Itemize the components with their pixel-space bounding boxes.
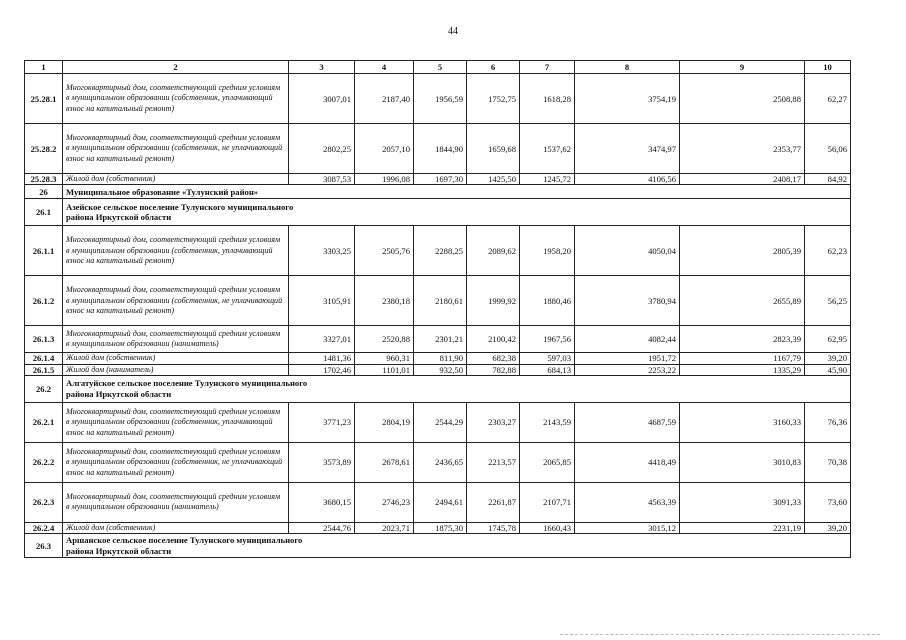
value-cell: 3007,01 xyxy=(289,74,355,124)
value-cell: 1245,72 xyxy=(520,174,575,185)
value-cell: 2746,23 xyxy=(355,482,414,522)
value-cell: 3573,89 xyxy=(289,442,355,482)
table-row xyxy=(25,442,851,482)
value-cell: 2494,61 xyxy=(414,482,467,522)
value-cell: 39,20 xyxy=(805,353,851,364)
value-cell: 3327,01 xyxy=(289,326,355,353)
section-row xyxy=(25,185,851,199)
value-cell: 3303,25 xyxy=(289,226,355,276)
page-edge-marks xyxy=(560,634,880,636)
value-cell: 2544,29 xyxy=(414,402,467,442)
page-number: 44 xyxy=(448,26,458,37)
section-row xyxy=(25,375,851,402)
value-cell: 2107,71 xyxy=(520,482,575,522)
value-cell: 932,50 xyxy=(414,364,467,375)
value-cell: 2100,42 xyxy=(467,326,520,353)
value-cell: 2231,19 xyxy=(680,522,805,533)
row-description: Многоквартирный дом, соответствующий средним условиям в муниципальном образовании (наниматель) xyxy=(63,326,289,353)
value-cell: 1702,46 xyxy=(289,364,355,375)
value-cell: 1844,90 xyxy=(414,124,467,174)
value-cell: 56,06 xyxy=(805,124,851,174)
value-cell: 3771,23 xyxy=(289,402,355,442)
value-cell: 2023,71 xyxy=(355,522,414,533)
value-cell: 1481,36 xyxy=(289,353,355,364)
header-cell: 10 xyxy=(805,61,851,74)
table-row xyxy=(25,522,851,533)
row-code: 25.28.3 xyxy=(25,174,63,185)
row-code: 26.2.3 xyxy=(25,482,63,522)
value-cell: 2655,89 xyxy=(680,276,805,326)
header-cell: 4 xyxy=(355,61,414,74)
value-cell: 1537,62 xyxy=(520,124,575,174)
value-cell: 3474,97 xyxy=(575,124,680,174)
row-code: 26 xyxy=(25,185,63,199)
value-cell: 84,92 xyxy=(805,174,851,185)
value-cell: 2804,19 xyxy=(355,402,414,442)
value-cell: 811,90 xyxy=(414,353,467,364)
value-cell: 1880,46 xyxy=(520,276,575,326)
value-cell: 3015,12 xyxy=(575,522,680,533)
table-row xyxy=(25,326,851,353)
value-cell: 2544,76 xyxy=(289,522,355,533)
value-cell: 1956,59 xyxy=(414,74,467,124)
value-cell: 2057,10 xyxy=(355,124,414,174)
value-cell: 2301,21 xyxy=(414,326,467,353)
value-cell: 1967,56 xyxy=(520,326,575,353)
value-cell: 1167,79 xyxy=(680,353,805,364)
row-code: 25.28.1 xyxy=(25,74,63,124)
header-cell: 7 xyxy=(520,61,575,74)
value-cell: 782,88 xyxy=(467,364,520,375)
value-cell: 3754,19 xyxy=(575,74,680,124)
row-code: 26.1.4 xyxy=(25,353,63,364)
value-cell: 2408,17 xyxy=(680,174,805,185)
value-cell: 2143,59 xyxy=(520,402,575,442)
row-code: 26.1.2 xyxy=(25,276,63,326)
value-cell: 2213,57 xyxy=(467,442,520,482)
value-cell: 2805,39 xyxy=(680,226,805,276)
value-cell: 2065,85 xyxy=(520,442,575,482)
row-code: 26.1.5 xyxy=(25,364,63,375)
row-code: 26.2.2 xyxy=(25,442,63,482)
value-cell: 62,27 xyxy=(805,74,851,124)
header-cell: 9 xyxy=(680,61,805,74)
row-code: 26.1 xyxy=(25,199,63,226)
value-cell: 684,13 xyxy=(520,364,575,375)
value-cell: 3680,15 xyxy=(289,482,355,522)
fee-table xyxy=(24,60,851,558)
value-cell: 2261,87 xyxy=(467,482,520,522)
row-description: Многоквартирный дом, соответствующий средним условиям в муниципальном образовании (собственник, уплачивающий взнос на капитальный ремонт) xyxy=(63,402,289,442)
value-cell: 2802,25 xyxy=(289,124,355,174)
value-cell: 3091,33 xyxy=(680,482,805,522)
value-cell: 56,25 xyxy=(805,276,851,326)
table-row xyxy=(25,174,851,185)
header-row xyxy=(25,61,851,74)
value-cell: 1951,72 xyxy=(575,353,680,364)
value-cell: 3010,83 xyxy=(680,442,805,482)
value-cell: 2089,62 xyxy=(467,226,520,276)
row-code: 26.2.4 xyxy=(25,522,63,533)
row-description: Многоквартирный дом, соответствующий средним условиям в муниципальном образовании (собственник, не уплачивающий взнос на капитальный ремонт) xyxy=(63,276,289,326)
value-cell: 1618,28 xyxy=(520,74,575,124)
value-cell: 1999,92 xyxy=(467,276,520,326)
header-cell: 1 xyxy=(25,61,63,74)
row-code: 25.28.2 xyxy=(25,124,63,174)
header-cell: 6 xyxy=(467,61,520,74)
row-description: Многоквартирный дом, соответствующий средним условиям в муниципальном образовании (наниматель) xyxy=(63,482,289,522)
row-description: Многоквартирный дом, соответствующий средним условиям в муниципальном образовании (собственник, уплачивающий взнос на капитальный ремонт) xyxy=(63,74,289,124)
row-code: 26.2.1 xyxy=(25,402,63,442)
value-cell: 70,38 xyxy=(805,442,851,482)
value-cell: 3087,53 xyxy=(289,174,355,185)
table-body xyxy=(25,61,851,558)
value-cell: 1697,30 xyxy=(414,174,467,185)
row-code: 26.3 xyxy=(25,534,63,558)
value-cell: 1335,29 xyxy=(680,364,805,375)
value-cell: 2823,39 xyxy=(680,326,805,353)
table-row xyxy=(25,74,851,124)
header-cell: 8 xyxy=(575,61,680,74)
row-description: Многоквартирный дом, соответствующий средним условиям в муниципальном образовании (собственник, не уплачивающий взнос на капитальный ремонт) xyxy=(63,442,289,482)
row-description: Жилой дом (собственник) xyxy=(63,522,289,533)
value-cell: 1875,30 xyxy=(414,522,467,533)
table-row xyxy=(25,482,851,522)
value-cell: 2436,65 xyxy=(414,442,467,482)
section-title: Аршанское сельское поселение Тулунского муниципального района Иркутской области xyxy=(63,534,851,558)
row-description: Жилой дом (собственник) xyxy=(63,174,289,185)
value-cell: 2380,18 xyxy=(355,276,414,326)
value-cell: 3780,94 xyxy=(575,276,680,326)
value-cell: 960,31 xyxy=(355,353,414,364)
value-cell: 1660,43 xyxy=(520,522,575,533)
table-row xyxy=(25,364,851,375)
value-cell: 45,90 xyxy=(805,364,851,375)
row-description: Многоквартирный дом, соответствующий средним условиям в муниципальном образовании (собственник, не уплачивающий взнос на капитальный ремонт) xyxy=(63,124,289,174)
value-cell: 4050,04 xyxy=(575,226,680,276)
value-cell: 1958,20 xyxy=(520,226,575,276)
section-title: Муниципальное образование «Тулунский район» xyxy=(63,185,851,199)
table-row xyxy=(25,402,851,442)
value-cell: 2187,40 xyxy=(355,74,414,124)
value-cell: 1425,50 xyxy=(467,174,520,185)
value-cell: 4418,49 xyxy=(575,442,680,482)
value-cell: 682,38 xyxy=(467,353,520,364)
value-cell: 4106,56 xyxy=(575,174,680,185)
value-cell: 4082,44 xyxy=(575,326,680,353)
value-cell: 2505,76 xyxy=(355,226,414,276)
row-code: 26.1.1 xyxy=(25,226,63,276)
section-title: Алгатуйское сельское поселение Тулунского муниципального района Иркутской области xyxy=(63,375,851,402)
value-cell: 62,95 xyxy=(805,326,851,353)
value-cell: 1745,78 xyxy=(467,522,520,533)
value-cell: 1659,68 xyxy=(467,124,520,174)
value-cell: 2303,27 xyxy=(467,402,520,442)
row-code: 26.1.3 xyxy=(25,326,63,353)
value-cell: 2253,22 xyxy=(575,364,680,375)
table-row xyxy=(25,124,851,174)
value-cell: 2288,25 xyxy=(414,226,467,276)
value-cell: 2678,61 xyxy=(355,442,414,482)
value-cell: 2520,88 xyxy=(355,326,414,353)
value-cell: 39,20 xyxy=(805,522,851,533)
value-cell: 2180,61 xyxy=(414,276,467,326)
value-cell: 73,60 xyxy=(805,482,851,522)
section-title: Азейское сельское поселение Тулунского муниципального района Иркутской области xyxy=(63,199,851,226)
value-cell: 2508,88 xyxy=(680,74,805,124)
value-cell: 1101,01 xyxy=(355,364,414,375)
value-cell: 597,03 xyxy=(520,353,575,364)
value-cell: 4563,39 xyxy=(575,482,680,522)
value-cell: 76,36 xyxy=(805,402,851,442)
value-cell: 1996,08 xyxy=(355,174,414,185)
section-row xyxy=(25,534,851,558)
value-cell: 4687,59 xyxy=(575,402,680,442)
row-description: Многоквартирный дом, соответствующий средним условиям в муниципальном образовании (собственник, уплачивающий взнос на капитальный ремонт) xyxy=(63,226,289,276)
row-description: Жилой дом (собственник) xyxy=(63,353,289,364)
value-cell: 3105,91 xyxy=(289,276,355,326)
header-cell: 3 xyxy=(289,61,355,74)
header-cell: 2 xyxy=(63,61,289,74)
table-row xyxy=(25,353,851,364)
value-cell: 1752,75 xyxy=(467,74,520,124)
section-row xyxy=(25,199,851,226)
value-cell: 3160,33 xyxy=(680,402,805,442)
value-cell: 62,23 xyxy=(805,226,851,276)
header-cell: 5 xyxy=(414,61,467,74)
row-code: 26.2 xyxy=(25,375,63,402)
table-row xyxy=(25,226,851,276)
value-cell: 2353,77 xyxy=(680,124,805,174)
table-row xyxy=(25,276,851,326)
row-description: Жилой дом (наниматель) xyxy=(63,364,289,375)
